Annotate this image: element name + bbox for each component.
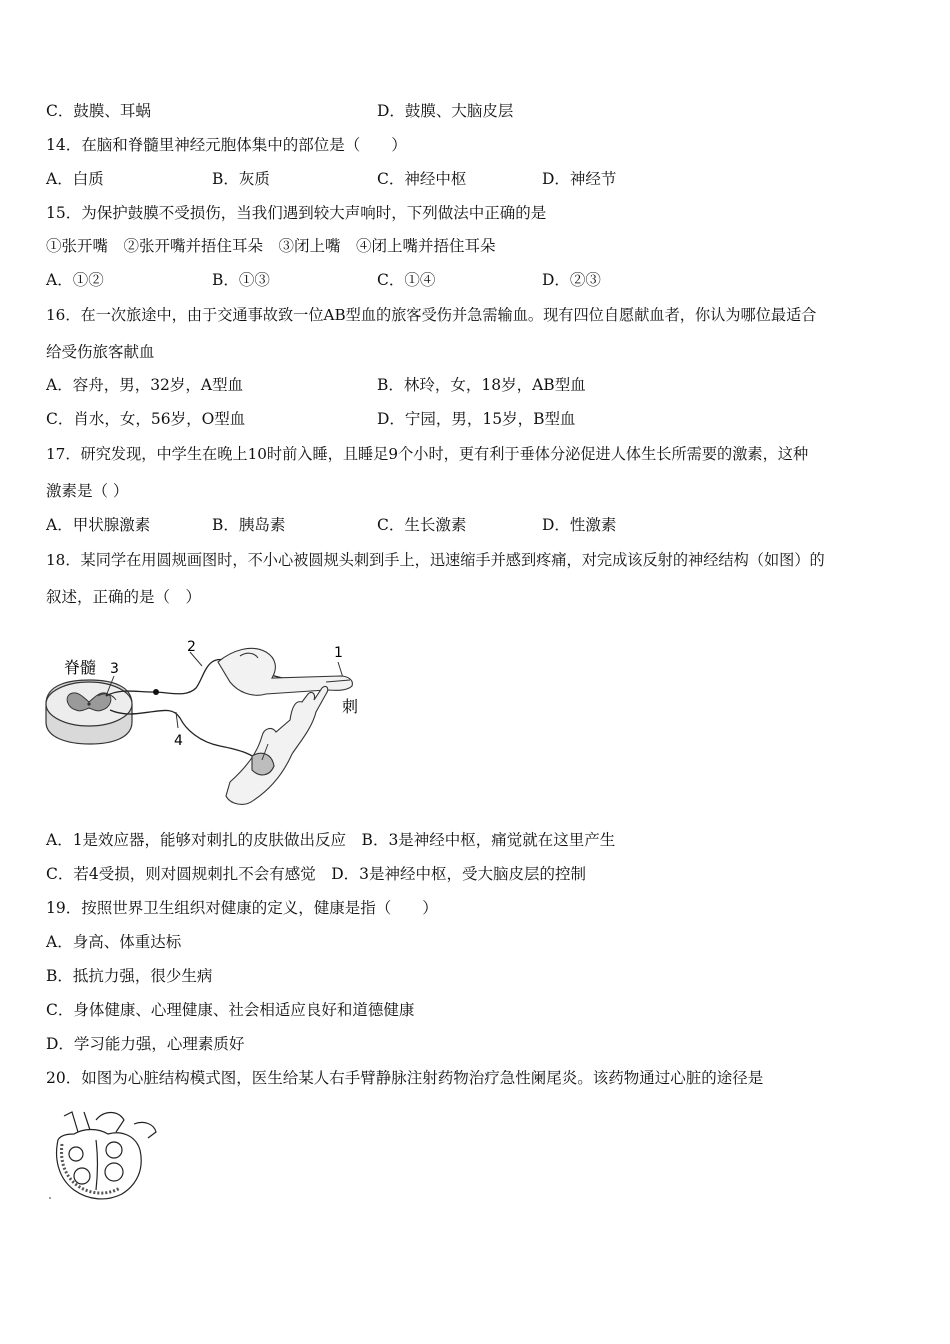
q17-option-a: A．甲状腺激素: [46, 516, 151, 534]
q15-stem: 15．为保护鼓膜不受损伤，当我们遇到较大声响时，下列做法中正确的是: [46, 204, 547, 222]
q19-stem: 19．按照世界卫生组织对健康的定义，健康是指（ ）: [46, 899, 438, 917]
q19-option-c: C．身体健康、心理健康、社会相适应良好和道德健康: [46, 1001, 415, 1019]
q17-option-c: C．生长激素: [377, 516, 467, 534]
label-1: 1: [334, 645, 343, 661]
q15-option-b: B．①③: [212, 271, 270, 289]
q16-option-c: C．肖水，女，56岁，O型血: [46, 410, 246, 428]
q17-option-d: D．性激素: [542, 516, 617, 534]
label-3: 3: [110, 661, 119, 677]
label-2: 2: [187, 639, 196, 655]
q13-option-d: D．鼓膜、大脑皮层: [377, 102, 514, 120]
reflex-arc-figure: [40, 632, 370, 817]
q15-option-a: A．①②: [46, 271, 104, 289]
q15-option-c: C．①④: [377, 271, 436, 289]
ganglion-dot: [153, 689, 159, 695]
q15-items: ①张开嘴 ②张开嘴并捂住耳朵 ③闭上嘴 ④闭上嘴并捂住耳朵: [46, 237, 496, 255]
q20-stem: 20．如图为心脏结构模式图，医生给某人右手臂静脉注射药物治疗急性阑尾炎。该药物通过心脏的途径是: [46, 1069, 764, 1087]
q14-option-b: B．灰质: [212, 170, 270, 188]
q14-option-c: C．神经中枢: [377, 170, 467, 188]
q14-stem: 14．在脑和脊髓里神经元胞体集中的部位是（ ）: [46, 136, 407, 154]
motor-nerve: [110, 710, 262, 764]
q14-option-d: D．神经节: [542, 170, 617, 188]
stimulus-label: 刺: [342, 697, 359, 716]
spinal-cord-drawing: [46, 680, 132, 744]
q17-option-b: B．胰岛素: [212, 516, 286, 534]
q19-option-b: B．抵抗力强，很少生病: [46, 967, 213, 985]
q16-option-d: D．宁园，男，15岁，B型血: [377, 410, 576, 428]
q17-stem-line2: 激素是（ ）: [46, 482, 129, 500]
upper-arm-drawing: [218, 648, 352, 695]
q19-option-a: A．身高、体重达标: [46, 933, 182, 951]
q16-option-b: B．林玲，女，18岁，AB型血: [377, 376, 586, 394]
q13-option-c: C．鼓膜、耳蜗: [46, 102, 151, 120]
q17-stem-line1: 17．研究发现，中学生在晚上10时前入睡，且睡足9个小时，更有利于垂体分泌促进人体生长所需要的激素，这种: [46, 445, 809, 463]
q15-option-d: D．②③: [542, 271, 601, 289]
q18-options-line1: A．1是效应器，能够对刺扎的皮肤做出反应 B．3是神经中枢，痛觉就在这里产生: [46, 831, 616, 849]
q16-option-a: A．容舟，男，32岁，A型血: [46, 376, 244, 394]
q18-options-line2: C．若4受损，则对圆规刺扎不会有感觉 D．3是神经中枢，受大脑皮层的控制: [46, 865, 587, 883]
lower-arm-drawing: [226, 686, 328, 804]
q18-stem-line2: 叙述，正确的是（ ）: [46, 588, 202, 606]
q16-stem-line2: 给受伤旅客献血: [46, 343, 155, 361]
q14-option-a: A．白质: [46, 170, 104, 188]
heart-structure-figure: [44, 1110, 162, 1206]
q18-stem-line1: 18．某同学在用圆规画图时，不小心被圆规头刺到手上，迅速缩手并感到疼痛，对完成该反射的神经结构（如图）的: [46, 551, 825, 569]
label-4: 4: [174, 733, 183, 749]
q19-option-d: D．学习能力强，心理素质好: [46, 1035, 245, 1053]
q16-stem-line1: 16．在一次旅途中，由于交通事故致一位AB型血的旅客受伤并急需输血。现有四位自愿献血者，你认为哪位最适合: [46, 306, 817, 324]
spine-label: 脊髓: [64, 658, 97, 677]
